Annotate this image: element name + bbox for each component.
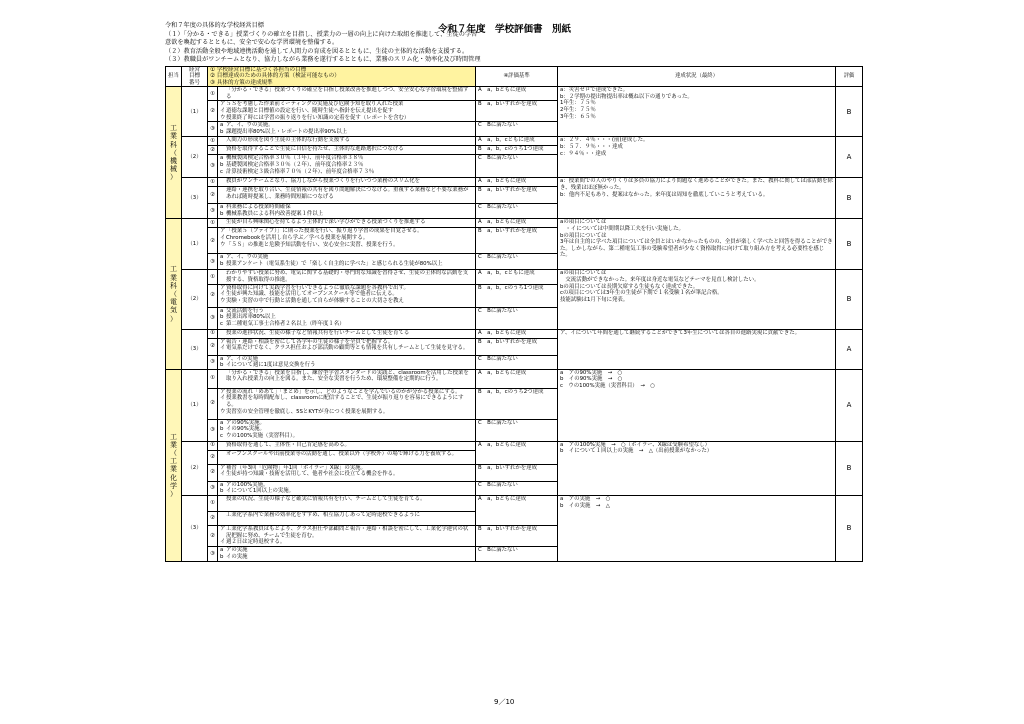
evaluation-grade: B [836, 219, 863, 270]
evaluation-grade: B [836, 270, 863, 329]
subject-cell: 工 業 科 （ 機 械 ） [166, 87, 182, 219]
evaluation-grade: A [836, 369, 863, 441]
header-item-3: ③ 具体的方策の達成規準 [210, 79, 273, 86]
criteria-cell: C Bに満たない [476, 307, 558, 329]
item-marker: ② [208, 525, 218, 546]
criteria-cell: A a，bともに達成 [476, 369, 558, 388]
table-row [166, 441, 863, 450]
item-marker: ① [208, 441, 218, 450]
status-cell: a アの100%実施 → ○（ボイラー、X線は受験希望なし） b イについて１回以上の実施 → △（出前授業がなかった） [558, 441, 836, 495]
item-text: 資格取得を通して、主体性・自己肯定感を高める。 [218, 441, 476, 450]
header-status: 達成状況（最終） [558, 67, 836, 87]
table-row [166, 329, 863, 338]
goal-number: （2） [182, 441, 208, 495]
item-marker: ① [208, 178, 218, 187]
criteria-cell: C Bに満たない [476, 419, 558, 441]
goal-number: （1） [182, 87, 208, 137]
evaluation-table [165, 66, 863, 562]
item-marker: ① [208, 270, 218, 284]
item-marker: ② [208, 511, 218, 525]
item-marker: ② [208, 464, 218, 481]
item-text: 授業の進捗状況、生徒の様子など情報共有を行いチームとして生徒を育てる [218, 329, 476, 338]
goal-number: （3） [182, 178, 208, 219]
status-cell: a アの実施 → ○ b イの実施 → △ [558, 495, 836, 561]
header-item-2: ② 目標達成のための具体的方策（検証可能なもの） [210, 73, 340, 80]
table-row [166, 178, 863, 187]
item-marker: ① [208, 329, 218, 338]
item-marker: ③ [208, 155, 218, 178]
criteria-cell: A a，bともに達成 [476, 87, 558, 101]
table-row [166, 219, 863, 228]
item-marker: ① [208, 137, 218, 146]
item-text: a ア、イ、ウの実施。 b 課題提出率80%以上・レポートの提出率90%以上 [218, 122, 476, 137]
item-text: 人間力の形成を図り生徒の主体的な行動を支援する [218, 137, 476, 146]
header-eval: 評価 [836, 67, 863, 87]
item-marker: ③ [208, 481, 218, 495]
goal-line-1: （１）「分かる・できる」授業づくりの確立を目指し、授業力の一層の向上に向けた取組を推進して、生徒の学習 [165, 30, 478, 38]
criteria-cell: B a，bいずれかを達成 [476, 525, 558, 546]
evaluation-grade: B [836, 441, 863, 495]
criteria-cell: B a，bいずれかを達成 [476, 187, 558, 204]
subject-cell: 工 業 （ 工 業 化 学 ） [166, 369, 182, 561]
evaluation-grade: A [836, 137, 863, 178]
item-marker: ① [208, 219, 218, 228]
goal-number: （2） [182, 270, 208, 329]
header-criteria: ④評価基準 [476, 67, 558, 87]
item-text: a ア、イ、ウの実施 b 授業アンケート（電気系生徒）で「楽しく自主的に学べた」と感じられる生徒が80%以上 [218, 254, 476, 270]
status-cell: a：授業間での人のやりくりは多員の協力により問題なく進めることができた。また、教科に関しては部活動を除き、残業はほぼ無かった。 b：他内不足もあり、提案はなかった。来年度は周知を徹底していこうと考えている。 [558, 178, 836, 219]
item-text: a 科業務による授業時間確保 b 機械系教員による科内改善提案１件以上 [218, 204, 476, 219]
subject-cell: 工 業 科 （ 電 気 ） [166, 219, 182, 369]
item-text: a ア、イの実施 b イについて週に1度は意見交換を行う [218, 355, 476, 369]
goal-number: （3） [182, 329, 208, 369]
status-cell: aの項目については 交流活動ができなかった。来年度は身近な電気などテーマを見直し検討したい。 bの項目については長期欠席する生徒もなく達成できた。 cの項目については3年生の生徒が下期で１名受験１名が筆記合格。 技能試験は1月下旬に発表。 [558, 270, 836, 329]
criteria-cell: B a，bいずれかを達成 [476, 228, 558, 254]
criteria-cell: C Bに満たない [476, 546, 558, 561]
criteria-cell: A a，bともに達成 [476, 329, 558, 338]
evaluation-grade: A [836, 329, 863, 369]
goal-line-2: 意欲を喚起するとともに、安全で安心な学習環境を整備する。 [165, 39, 339, 47]
item-text: 教員がワンチームとなり、協力しながら授業づくりを行いつつ業務のスリム化を [218, 178, 476, 187]
criteria-cell: B a，bいずれかを達成 [476, 464, 558, 481]
criteria-cell: A a，bともに達成 [476, 219, 558, 228]
criteria-cell: B a，bいずれかを達成 [476, 101, 558, 122]
item-text: 授業の状況、生徒の様子など確実に情報共有を行い、チームとして生徒を育てる。 [218, 495, 476, 511]
item-text: 連絡・連携を取り合い、生徒情報の共有を図り問題解決につなげる。重複する業務など不要な業務があれば随時提案し、業務時間短縮につなげる [218, 187, 476, 204]
item-marker: ③ [208, 546, 218, 561]
item-text: ア 報告・連絡・相談を密にして各学年の生徒の様子を全員で把握する。 イ 電気系だけでなく、クラス担任および部活動の顧問等とも情報を共有しチームとして生徒を見守る。 [218, 338, 476, 355]
item-text: 生徒が自ら興味関心を持てるよう主体的で深い学びができる授業づくりを推進する [218, 219, 476, 228]
item-text: a 交流活動を行う b 授業出席率80%以上 c 第二種電気工事士合格者２名以上（昨年度１名） [218, 307, 476, 329]
criteria-cell: A a，bともに達成 [476, 441, 558, 464]
criteria-cell: B a，bいずれかを達成 [476, 338, 558, 355]
criteria-cell: C Bに満たない [476, 155, 558, 178]
header-left-title: 令和７年度の具体的な学校経営目標 [165, 22, 264, 29]
item-text: ア 「授業５（ファイブ）」に則った授業を行い、振り返り学習の成果を自覚させる。 イ Chromebookを活用し自ら学ぶ／学べる授業を展開する。 ウ 「５Ｓ」の推進と危険予知活動を行い、安心安全に実習、授業を行う。 [218, 228, 476, 254]
item-text: わかりやすい授業に努め、電気に関する基礎的・専門的な知識を習得させ、生徒の主体的な活動を支援する、資格取得の推進。 [218, 270, 476, 284]
item-marker: ② [208, 101, 218, 122]
table-row [166, 87, 863, 101]
criteria-cell: C Bに満たない [476, 355, 558, 369]
evaluation-grade: B [836, 495, 863, 561]
item-marker: ③ [208, 254, 218, 270]
goal-number: （1） [182, 219, 208, 270]
criteria-cell: C Bに満たない [476, 204, 558, 219]
criteria-cell: A a，bともに達成 [476, 495, 558, 525]
status-cell: ア、イについて年間を通して継続することができて3年生については各自の進路実現に貢献できた。 [558, 329, 836, 369]
item-text: a アの100%実施。 b イについて1回以上の実施。 [218, 481, 476, 495]
item-text: a アの90%実施。 b イの90%実施。 c ウの100%実施（実習科目）。 [218, 419, 476, 441]
status-cell: aの項目については ・イについては中間期以降工夫を行い実施した。 bの項目については 3年は自主的に学べた項目については全員とはいかなかったものの、全員が楽しく学べたと回答を得ることができた。しかしながら、第二種電気工事の受験希望者が少なく資格取得に向けて取り組み方を考える必要性を感じた。 [558, 219, 836, 270]
evaluation-grade: B [836, 87, 863, 137]
item-text: ア 工業化学系教員はもとより、クラス担任や部顧問と報告・連絡・相談を密にして、工業化学運営の状況把握に努め、チームで生徒を育む。 イ 週２日は定時退校する。 [218, 525, 476, 546]
goal-number: （3） [182, 495, 208, 561]
item-text: 資格を取得することで生徒に自信を持たせ、主体的な進路選択につなげる [218, 146, 476, 155]
status-cell: a：２９．４％・・・(前)達成した。 b：５７．９％・・・達成 c：９４％・・達成 [558, 137, 836, 178]
page-number: 9／10 [494, 698, 515, 706]
item-text: ア ５Ｓを考慮した作業前ミーティングの実施及び危険予知を取り入れた授業 イ 道徳な課題と目標値の設定を行い、随時生徒へ指針を伝え提出を促す ウ 授業終了時には学習の振り返りを行い知識の定着を促す（レポートを含む） [218, 101, 476, 122]
item-text: オープンスクールや出前授業等の活動を通し、授業以外（学校外）の場で輝ける力を養成する。 [218, 450, 476, 464]
item-text: ア 資格取得に向けて実践学習を行いできるように徹底な課題を各教科で出す。 イ 生徒が興た知識、技能を活用してオープンスクール等で他者に伝える。 ウ 実験・実習の中で行動と活動を通して自らが体験することの大切さを教え [218, 284, 476, 307]
item-marker: ③ [208, 355, 218, 369]
item-marker: ① [208, 87, 218, 101]
item-text: a アの実施 b イの実施 [218, 546, 476, 561]
item-marker: ② [208, 146, 218, 155]
item-marker: ③ [208, 122, 218, 137]
header-tantou: 担当 [166, 67, 182, 87]
goal-line-4: （３）教職員がワンチームとなり、協力しながら業務を遂行するとともに、業務のスリム化・効率化及び時間管理 [165, 56, 481, 64]
criteria-cell: B a，b，cのうち2つ達成 [476, 388, 558, 419]
table-row [166, 369, 863, 388]
header-item-1: ① 学校経営目標に基づく各担当の目標 [210, 67, 307, 73]
item-marker: ② [208, 284, 218, 307]
item-marker: ② [208, 338, 218, 355]
criteria-cell: A a，b，cともに達成 [476, 137, 558, 146]
item-marker: ② [208, 388, 218, 419]
item-marker: ② [208, 187, 218, 204]
table-row [166, 270, 863, 284]
criteria-cell: B a，b，cのうち1つ達成 [476, 284, 558, 307]
table-body [166, 87, 863, 562]
table-header-row [166, 67, 863, 87]
criteria-cell: A a，b，cともに達成 [476, 270, 558, 284]
item-text: a 機械製図検定合格率３０％（３年）、前年度合格率３８％ b 基礎製図検定合格率３０％（２年）、前年度合格率２３％ c 計算技術検定３級合格率７０％（２年）、前年度合格率７３％ [218, 155, 476, 178]
item-text: 「分かる・できる」授業を目指し、練習型学習スタンダードの実践と、classroomを活用した授業を取り入れ授業力の向上を図る。また、安全な実習を行うため、環境整備を定期的に行う。 [218, 369, 476, 388]
criteria-cell: C Bに満たない [476, 481, 558, 495]
item-marker: ② [208, 450, 218, 464]
item-marker: ① [208, 369, 218, 388]
item-text: ア 授業の流れ「めあて」「まとめ」を示し、どのようなことを学んでいるのかが分かる授業にする。 イ 授業教書を毎時間配布し、classroomに配信することで、生徒が振り返りを容易にできるようにする。 ウ 実習室の安全管理を徹底し、5SとKYTが身につく授業を展開する。 [218, 388, 476, 419]
goal-number: （2） [182, 137, 208, 178]
item-text: 「分かる・できる」授業づくりの確立を目指し授業改善を推進しつつ、安全安心な学習環境を整備する [218, 87, 476, 101]
item-marker: ③ [208, 307, 218, 329]
header-keiei-number: 経営 目標 番号 [182, 67, 208, 87]
criteria-cell: C Bに満たない [476, 122, 558, 137]
table-row [166, 495, 863, 511]
item-marker: ③ [208, 204, 218, 219]
item-text: 工業化学系内で業務の効率化をすすめ、相互協力しあって定時退校できるように [218, 511, 476, 525]
header-items [208, 67, 476, 87]
criteria-cell: A a，bともに達成 [476, 178, 558, 187]
document-title: 令和７年度 学校評価書 別紙 [438, 24, 572, 35]
evaluation-grade: B [836, 178, 863, 219]
criteria-cell: C Bに満たない [476, 254, 558, 270]
item-marker: ② [208, 228, 218, 254]
goal-number: （1） [182, 369, 208, 441]
status-cell: a アの90%実施 → ○ b イの90%実施 → ○ c ウの100%実施（実習科目） → ○ [558, 369, 836, 441]
criteria-cell: B a，b，cのうち1つ達成 [476, 146, 558, 155]
status-cell: a：災害ゼロで達成できた。 b：２学期の提出物提出率は概ね以下の通りであった。 1年生：７５％ 2年生：７５％ 3年生：６５％ [558, 87, 836, 137]
item-marker: ③ [208, 419, 218, 441]
item-marker: ① [208, 495, 218, 511]
table-row [166, 137, 863, 146]
item-text: ア 補習（年3回「危険物」年1回「ボイラー」X線」の実施。 イ 生徒が持つ知識・技術を活用して、他者や社会に役立てる機会を作る。 [218, 464, 476, 481]
goal-line-3: （２）教育活動全般や地域連携活動を通して人間力の育成を図るとともに、生徒の主体的な活動を支援する。 [165, 47, 469, 55]
